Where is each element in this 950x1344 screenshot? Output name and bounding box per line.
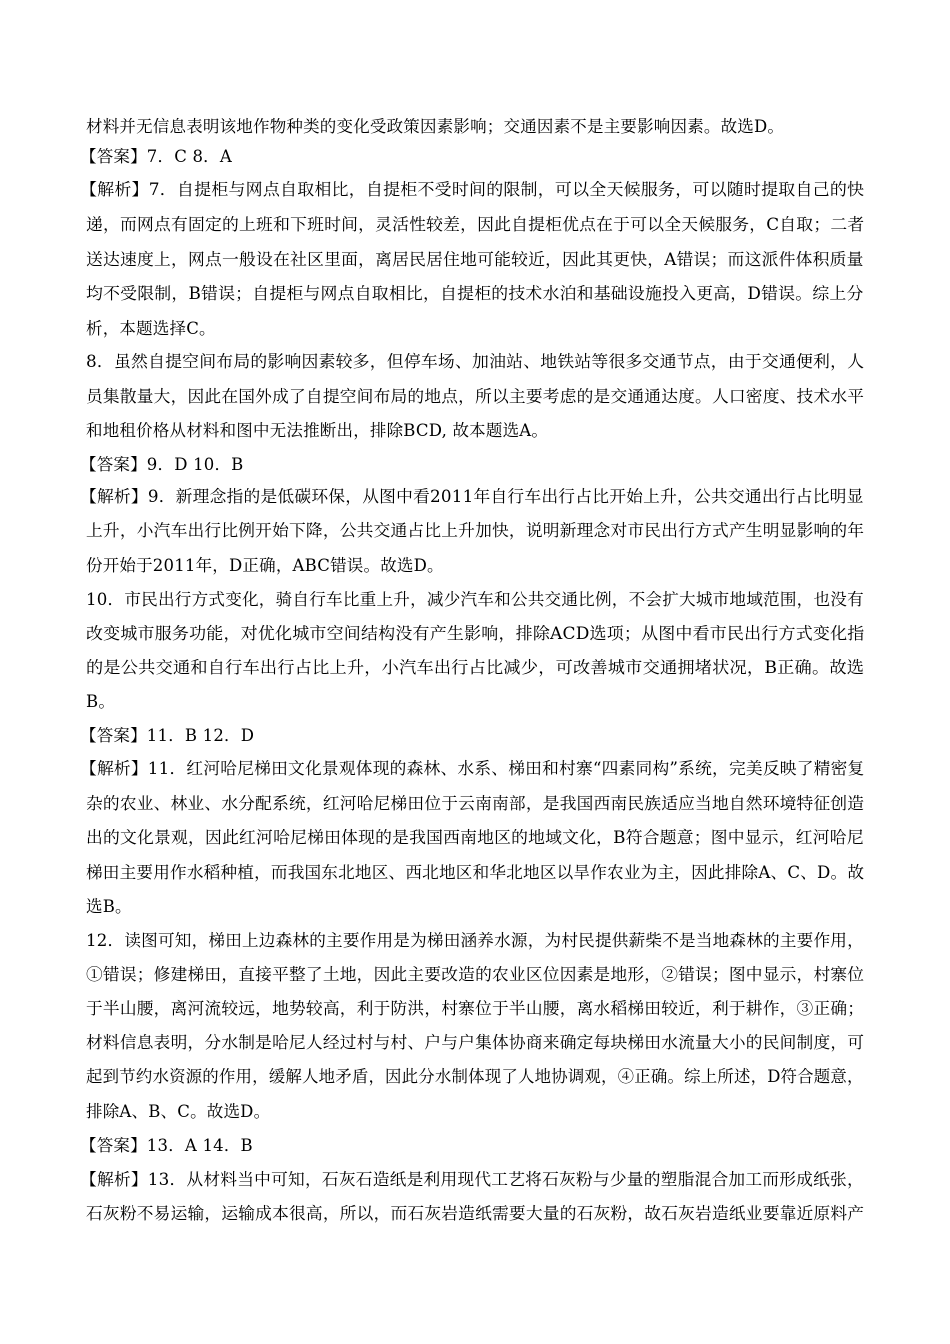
text-line: 石灰粉不易运输，运输成本很高，所以，而石灰岩造纸需要大量的石灰粉，故石灰岩造纸业要靠近原料产 <box>86 1204 865 1223</box>
answer-line: 【答案】11．B 12．D <box>80 726 255 745</box>
text-line: 员集散量大，因此在国外成了自提空间布局的地点，所以主要考虑的是交通通达度。人口密度、技术水平 <box>86 387 865 406</box>
text-line: 【解析】7．自提柜与网点自取相比，自提柜不受时间的限制，可以全天候服务，可以随时提取自己的快 <box>80 180 865 199</box>
text-line: 10．市民出行方式变化，骑自行车比重上升，减少汽车和公共交通比例，不会扩大城市地域范围，也没有 <box>86 590 864 609</box>
text-line: 上升，小汽车出行比例开始下降，公共交通占比上升加快，说明新理念对市民出行方式产生明显影响的年 <box>86 521 865 540</box>
text-line: 【解析】11．红河哈尼梯田文化景观体现的森林、水系、梯田和村寨“四素同构”系统，完美反映了精密复 <box>80 759 865 778</box>
text-line: 选B。 <box>86 897 132 916</box>
text-line: 材料信息表明，分水制是哈尼人经过村与村、户与户集体协商来确定每块梯田水流量大小的民间制度，可 <box>86 1033 865 1052</box>
answer-line: 【答案】9．D 10．B <box>80 455 244 474</box>
answer-line: 【答案】7．C 8．A <box>80 147 232 166</box>
text-line: 递，而网点有固定的上班和下班时间，灵活性较差，因此自提柜优点在于可以全天候服务，C自取；二者 <box>86 215 865 234</box>
text-line: 材料并无信息表明该地作物种类的变化受政策因素影响；交通因素不是主要影响因素。故选D。 <box>86 117 785 136</box>
text-line: 改变城市服务功能，对优化城市空间结构没有产生影响，排除ACD选项；从图中看市民出行方式变化指 <box>86 624 865 643</box>
text-line: 出的文化景观，因此红河哈尼梯田体现的是我国西南地区的地域文化，B符合题意；图中显示，红河哈尼 <box>86 828 864 847</box>
text-line: 份开始于2011年，D正确，ABC错误。故选D。 <box>86 556 444 575</box>
text-line: 送达速度上，网点一般设在社区里面，离居民居住地可能较近，因此其更快，A错误；而这派件体积质量 <box>86 250 864 269</box>
text-line: 【解析】13．从材料当中可知，石灰石造纸是利用现代工艺将石灰粉与少量的塑脂混合加工而形成纸张， <box>80 1170 864 1189</box>
text-line: 12．读图可知，梯田上边森林的主要作用是为梯田涵养水源，为村民提供薪柴不是当地森林的主要作用， <box>86 931 864 950</box>
text-line: 起到节约水资源的作用，缓解人地矛盾，因此分水制体现了人地协调观，④正确。综上所述，D符合题意， <box>86 1067 864 1086</box>
text-line: 【解析】9．新理念指的是低碳环保，从图中看2011年自行车出行占比开始上升，公共交通出行占比明显 <box>80 487 864 506</box>
text-line: 杂的农业、林业、水分配系统，红河哈尼梯田位于云南南部，是我国西南民族适应当地自然环境特征创造 <box>86 794 865 813</box>
text-line: 的是公共交通和自行车出行占比上升，小汽车出行占比减少，可改善城市交通拥堵状况，B正确。故选 <box>86 658 865 677</box>
text-line: 析，本题选择C。 <box>86 319 216 338</box>
text-line: 8．虽然自提空间布局的影响因素较多，但停车场、加油站、地铁站等很多交通节点，由于交通便利，人 <box>86 352 865 371</box>
text-line: 于半山腰，离河流较远，地势较高，利于防洪，村寨位于半山腰，离水稻梯田较近，利于耕作，③正确； <box>86 999 865 1018</box>
text-line: 均不受限制，B错误；自提柜与网点自取相比，自提柜的技术水泊和基础设施投入更高，D错误。综上分 <box>86 284 864 303</box>
text-line: B。 <box>86 692 116 711</box>
text-line: 梯田主要用作水稻种植，而我国东北地区、西北地区和华北地区以旱作农业为主，因此排除A、C、D。故 <box>86 863 865 882</box>
text-line: 和地租价格从材料和图中无法推断出，排除BCD, 故本题选A。 <box>86 421 549 440</box>
text-line: ①错误；修建梯田，直接平整了土地，因此主要改造的农业区位因素是地形，②错误；图中显示，村寨位 <box>86 965 865 984</box>
text-line: 排除A、B、C。故选D。 <box>86 1102 271 1121</box>
answer-line: 【答案】13．A 14．B <box>80 1136 253 1155</box>
